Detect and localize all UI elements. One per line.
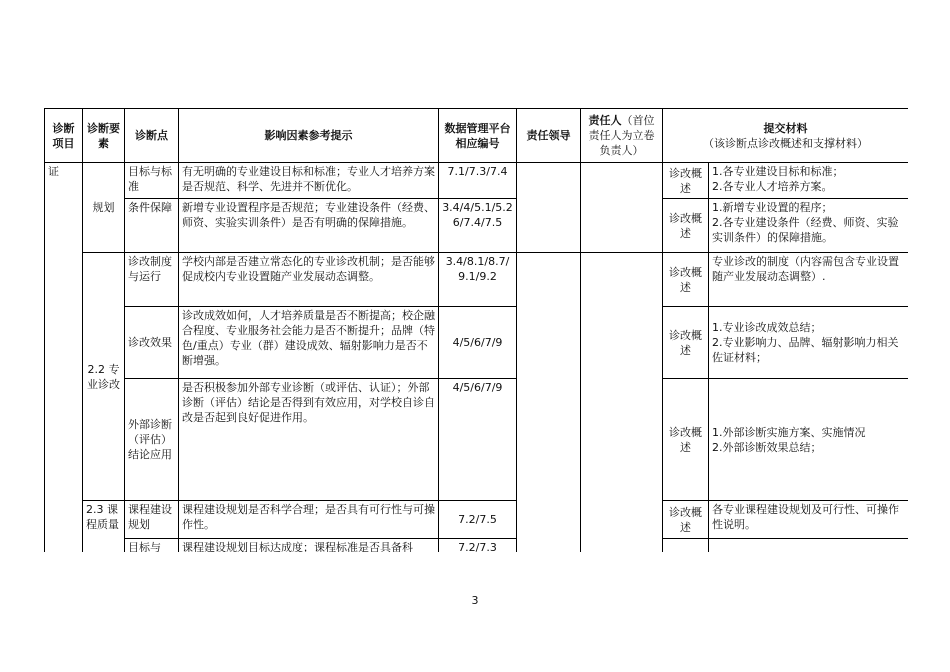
leader-cell bbox=[663, 539, 709, 553]
element-cell: 规划 bbox=[83, 163, 125, 253]
header-code: 数据管理平台相应编号 bbox=[439, 109, 517, 163]
point-cell: 目标与标准 bbox=[125, 163, 179, 199]
hint-cell: 课程建设规划目标达成度；课程标准是否具备科 bbox=[179, 539, 439, 553]
code-cell: 3.4/4/5.1/5.2 6/7.4/7.5 bbox=[439, 199, 517, 253]
header-person-title: 责任人 bbox=[588, 114, 622, 127]
header-hint: 影响因素参考提示 bbox=[179, 109, 439, 163]
material-cell: 1.各专业建设目标和标准； 2.各专业人才培养方案。 bbox=[709, 163, 909, 199]
header-materials bbox=[663, 109, 909, 163]
person-cell bbox=[581, 253, 663, 553]
material-type-cell: 诊改概述 bbox=[663, 379, 709, 501]
element-cell: 2.3 课程质量 bbox=[83, 501, 125, 553]
point-cell: 外部诊断（评估）结论应用 bbox=[125, 379, 179, 501]
header-row bbox=[45, 109, 909, 163]
table-row bbox=[45, 199, 909, 253]
point-cell: 诊改效果 bbox=[125, 307, 179, 379]
material-cell: 1.专业诊改成效总结； 2.专业影响力、品牌、辐射影响力相关佐证材料； bbox=[709, 307, 909, 379]
code-cell: 4/5/6/7/9 bbox=[439, 379, 517, 501]
material-type-cell: 诊改概述 bbox=[663, 199, 709, 253]
diagnosis-table bbox=[44, 108, 908, 552]
header-person bbox=[581, 109, 663, 163]
material-cell: 1.新增专业设置的程序； 2.各专业建设条件（经费、师资、实验实训条件）的保障措施。 bbox=[709, 199, 909, 253]
code-cell: 3.4/8.1/8.7/9.1/9.2 bbox=[439, 253, 517, 307]
hint-cell: 有无明确的专业建设目标和标准；专业人才培养方案是否规范、科学、先进并不断优化。 bbox=[179, 163, 439, 199]
point-cell: 目标与 bbox=[125, 539, 179, 553]
hint-cell: 新增专业设置程序是否规范；专业建设条件（经费、师资、实验实训条件）是否有明确的保障措施。 bbox=[179, 199, 439, 253]
diagnosis-table-sheet bbox=[44, 108, 908, 552]
header-materials-note: （该诊断点诊改概述和支撑材料） bbox=[703, 136, 868, 150]
point-cell: 条件保障 bbox=[125, 199, 179, 253]
person-cell bbox=[709, 539, 909, 553]
hint-cell: 是否积极参加外部专业诊断（或评估、认证）；外部诊断（评估）结论是否得到有效应用，对学校自诊自改是否起到良好促进作用。 bbox=[179, 379, 439, 501]
table-row bbox=[45, 539, 909, 553]
header-point: 诊断点 bbox=[125, 109, 179, 163]
code-cell: 7.2/7.3 bbox=[439, 539, 517, 553]
material-type-cell: 诊改概述 bbox=[663, 253, 709, 307]
material-type-cell: 诊改概述 bbox=[663, 501, 709, 539]
header-leader: 责任领导 bbox=[517, 109, 581, 163]
item-cell: 证 bbox=[45, 163, 83, 553]
material-cell: 1.外部诊断实施方案、实施情况 2.外部诊断效果总结； bbox=[709, 379, 909, 501]
table-row bbox=[45, 253, 909, 307]
table-row bbox=[45, 307, 909, 379]
material-cell: 专业诊改的制度（内容需包含专业设置随产业发展动态调整）. bbox=[709, 253, 909, 307]
code-cell: 7.1/7.3/7.4 bbox=[439, 163, 517, 199]
header-materials-title: 提交材料 bbox=[763, 121, 808, 135]
table-row bbox=[45, 501, 909, 539]
point-cell: 诊改制度与运行 bbox=[125, 253, 179, 307]
table-row bbox=[45, 379, 909, 501]
header-item: 诊断项目 bbox=[45, 109, 83, 163]
element-cell: 2.2 专业诊改 bbox=[83, 253, 125, 501]
person-cell bbox=[581, 163, 663, 253]
page-number: 3 bbox=[471, 594, 479, 607]
hint-cell: 课程建设规划是否科学合理；是否具有可行性与可操作性。 bbox=[179, 501, 439, 539]
leader-cell bbox=[517, 163, 581, 253]
code-cell: 4/5/6/7/9 bbox=[439, 307, 517, 379]
point-cell: 课程建设规划 bbox=[125, 501, 179, 539]
header-element: 诊断要素 bbox=[83, 109, 125, 163]
code-cell: 7.2/7.5 bbox=[439, 501, 517, 539]
material-type-cell: 诊改概述 bbox=[663, 307, 709, 379]
material-cell: 各专业课程建设规划及可行性、可操作性说明。 bbox=[709, 501, 909, 539]
header-person-note: （首位责任人为立卷负责人） bbox=[588, 114, 655, 157]
hint-cell: 学校内部是否建立常态化的专业诊改机制；是否能够促成校内专业设置随产业发展动态调整。 bbox=[179, 253, 439, 307]
table-row bbox=[45, 163, 909, 199]
hint-cell: 诊改成效如何，人才培养质量是否不断提高；校企融合程度、专业服务社会能力是否不断提升；品牌（特色/重点）专业（群）建设成效、辐射影响力是否不断增强。 bbox=[179, 307, 439, 379]
material-type-cell: 诊改概述 bbox=[663, 163, 709, 199]
leader-cell bbox=[517, 253, 581, 553]
